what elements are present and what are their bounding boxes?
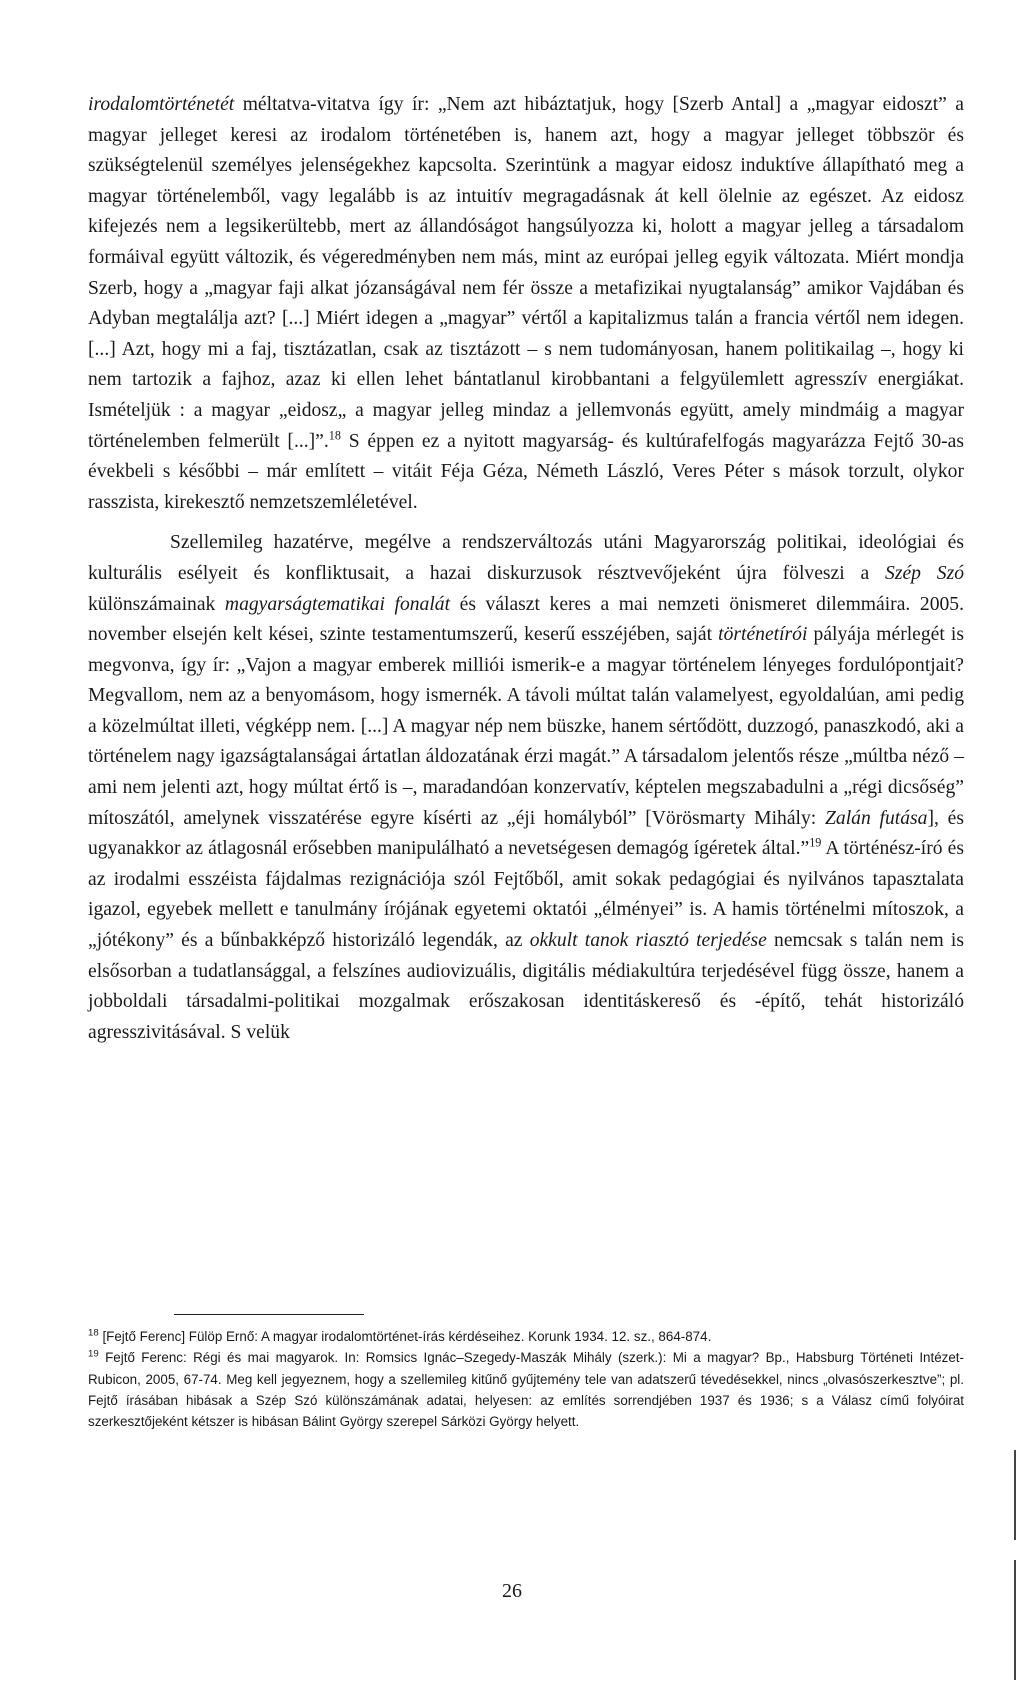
scan-margin-mark [1014, 1450, 1016, 1540]
footnote-ref-18[interactable]: 18 [328, 428, 341, 442]
paragraph-1 [88, 90, 964, 518]
footnote-divider [174, 1314, 364, 1315]
italic-term: magyarságtematikai fonalát [224, 593, 451, 615]
paragraph-text: pályája mérlegét is megvonva, így ír: „Vajon a magyar emberek milliói ismerik-e a magyar történelem lényeges fordulópontjait? Megvallom, nem az a benyomásom, hogy ismernék. A távoli múltat talán valamelyest, egyoldalúan, ami pedig a közelmúltat illeti, végképp nem. [...] A magyar nép nem büszke, hanem sértődött, duzzogó, panaszkodó, aki a történelem nagy igazságtalanságai ártatlan áldozatának érzi magát.” A társadalom jelentős része „múltba néző – ami nem jelenti azt, hogy múltat értő is –, maradandóan konzervatív, képtelen megszabadulni a „régi dicsőség” mítoszától, amelynek visszatérése egyre kísérti az „éji homályból” [Vörösmarty Mihály: [88, 624, 964, 829]
main-text [88, 90, 964, 1048]
italic-term: okkult tanok riasztó terjedése [529, 930, 767, 952]
paragraph-2 [88, 528, 964, 1048]
paragraph-text: A történész-író és az irodalmi esszéista fájdalmas rezignációja szól Fejtőből, amit sokak pedagógiai és nyilvános tapasztalata igazol, egyebek mellett e tanulmány írójának egyetemi oktatói „élményei” is. A hamis történelmi mítoszok, a „jótékony” és a bűnbakképző historizáló legendák, az [88, 838, 964, 952]
italic-term: irodalomtörténetét [88, 94, 235, 115]
footnote-text: Fejtő Ferenc: Régi és mai magyarok. In: Romsics Ignác–Szegedy-Maszák Mihály (szerk.): Mi a magyar? Bp., Habsburg Történeti Intézet-Rubicon, 2005, 67-74. Meg kell jegyeznem, hogy a szellemileg kitűnő gyűjtemény tele van adatszerű tévedésekkel, nincs „olvasószerkesztve”; pl. Fejtő írásában hibásak a Szép Szó különszámának adatai, helyesen: az említés sorrendjében 1937 és 1936; s a Válasz című folyóirat szerkesztőjeként kétszer is hibásan Bálint György szerepel Sárközi György helyett. [88, 1350, 964, 1430]
paragraph-text: nemcsak s talán nem is elsősorban a tudatlansággal, a felszínes audiovizuális, digitális médiakultúra terjedésével függ össze, hanem a jobboldali társadalmi-politikai mozgalmak erőszakosan identitáskereső és -építő, tehát historizáló agresszivitásával. S velük [88, 930, 964, 1043]
paragraph-text: Szellemileg hazatérve, megélve a rendszerváltozás utáni Magyarország politikai, ideológiai és kulturális esélyeit és konfliktusait, a hazai diskurzusok résztvevőjeként újra fölveszi a [88, 532, 964, 584]
paragraph-text: méltatva-vitatva így ír: „Nem azt hibáztatjuk, hogy [Szerb Antal] a „magyar eidoszt” a magyar jelleget keresi az irodalom történetében is, hanem azt, hogy a magyar jelleget többször és szükségtelenül személyes jelenségekhez kapcsolta. Szerintünk a magyar eidosz induktíve állapítható meg a magyar történelemből, vagy legalább is az intuitív megragadásnak át kell ölelnie az egészet. Az eidosz kifejezés nem a legsikerültebb, mert az állandóságot hangsúlyozza ki, holott a magyar jelleg a társadalom formáival együtt változik, és végeredményben nem más, mint az európai jelleg egyik változata. Miért mondja Szerb, hogy a „magyar faji alkat józanságával nem fér össze a metafizikai nyugtalanság” amikor Vajdában és Adyban megtalálja azt? [...] Miért idegen a „magyar” vértől a kapitalizmus talán a francia vértől nem idegen. [...] Azt, hogy mi a faj, tisztázatlan, csak az tisztázott – s nem tudományosan, hanem politikailag –, hogy ki nem tartozik a fajhoz, azaz ki ellen lehet bántatlanul kirobbantani a felgyülemlett agresszív energiákat. Ismételjük : a magyar „eidosz„ a magyar jelleg mindaz a jellemvonás együtt, amely mindmáig a magyar történelemben felmerült [...]”. [88, 94, 964, 452]
footnote-18 [88, 1326, 964, 1347]
paragraph-text: különszámainak [88, 593, 225, 615]
italic-term: történetírói [718, 624, 808, 646]
footnote-ref-19[interactable]: 19 [809, 835, 822, 850]
paragraph-text: S éppen ez a nyitott magyarság- és kultúrafelfogás magyarázza Fejtő 30-as évekbeli s későbbi – már említett – vitáit Féja Géza, Németh László, Veres Péter s mások torzult, olykor rasszista, kirekesztő nemzetszemléletével. [88, 430, 964, 513]
italic-title: Zalán futása [825, 807, 928, 829]
footnote-19 [88, 1347, 964, 1432]
paragraph-text: ], és ugyanakkor az átlagosnál erősebben manipulálható a nevetségesen demagóg ígéretek által.” [88, 807, 964, 860]
italic-title: Szép Szó [885, 562, 964, 584]
paragraph-text: és választ keres a mai nemzeti önismeret dilemmáira. 2005. november elsején kelt kései, szinte testamentumszerű, keserű esszéjében, saját [88, 593, 964, 646]
footnote-text: [Fejtő Ferenc] Fülöp Ernő: A magyar irodalomtörténet-írás kérdéseihez. Korunk 1934. 12. sz., 864-874. [98, 1329, 712, 1344]
page-number: 26 [502, 1580, 522, 1602]
footnote-marker: 19 [88, 1348, 99, 1360]
footnote-marker: 18 [88, 1327, 99, 1339]
footnotes [88, 1326, 964, 1432]
scan-margin-mark [1014, 1560, 1016, 1680]
